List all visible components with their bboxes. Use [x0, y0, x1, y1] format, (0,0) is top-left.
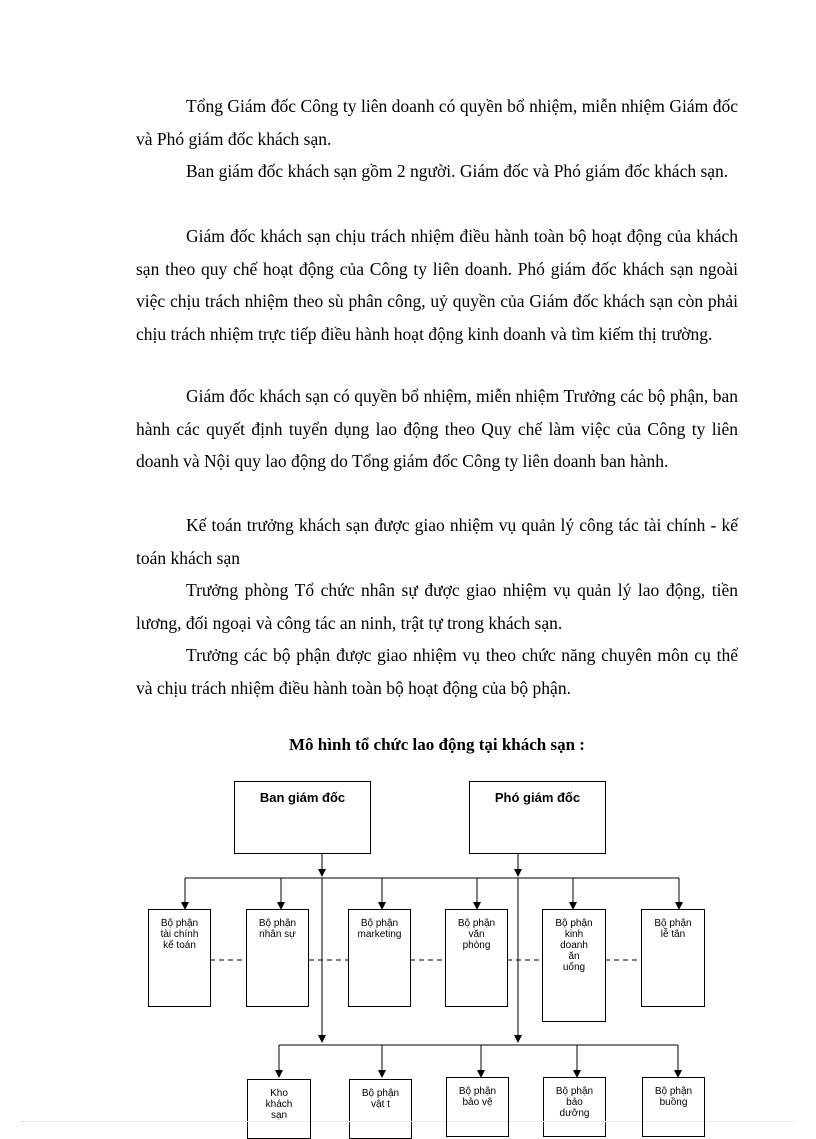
box-label: buồng	[659, 1097, 688, 1108]
box-label: Bộ phận	[555, 1086, 594, 1097]
box-label: Bộ phận	[160, 918, 199, 929]
box-label: bảo vệ	[462, 1097, 493, 1108]
box-label: dưỡng	[559, 1108, 590, 1119]
paragraph-5: Kế toán trưởng khách sạn được giao nhiệm vụ quản lý công tác tài chính - kế toán khách sạn	[136, 515, 738, 568]
paragraph-4: Giám đốc khách sạn có quyền bổ nhiệm, miễn nhiệm Trưởng các bộ phận, ban hành các quyết định tuyển dụng lao động theo Quy chế làm việc của Công ty liên doanh và Nội quy lao động do Tổng giám đốc Công ty liên doanh ban hành.	[136, 386, 738, 471]
diagram-title: Mô hình tổ chức lao động tại khách sạn :	[289, 735, 585, 754]
paragraph-7: Trưởng các bộ phận được giao nhiệm vụ theo chức năng chuyên môn cụ thể và chịu trách nhiệm điều hành toàn bộ hoạt động của bộ phận.	[136, 645, 738, 698]
box-kho-khach-san	[247, 1079, 311, 1139]
box-marketing	[348, 909, 411, 1007]
box-label: văn	[468, 929, 485, 940]
box-label: bảo	[566, 1097, 583, 1108]
box-label: uống	[562, 962, 586, 973]
box-label: Bộ phận	[458, 1086, 497, 1097]
box-label: Bộ phận	[457, 918, 496, 929]
paragraph-3: Giám đốc khách sạn chịu trách nhiệm điều hành toàn bộ hoạt động của khách sạn theo quy chế hoạt động của Công ty liên doanh. Phó giám đốc khách sạn ngoài việc chịu trách nhiệm theo sù phân công, uỷ quyền của Giám đốc khách sạn còn phải chịu trách nhiệm trực tiếp điều hành hoạt động kinh doanh và tìm kiếm thị trường.	[136, 226, 738, 344]
box-label: kế toán	[163, 940, 196, 951]
box-label: Ban giám đốc	[259, 790, 346, 805]
box-label: kinh	[564, 929, 584, 940]
box-label: vật t	[371, 1099, 390, 1110]
box-buong	[642, 1077, 705, 1137]
box-label: Bộ phận	[360, 918, 399, 929]
box-label: sạn	[270, 1110, 288, 1121]
box-label: lễ tân	[660, 929, 686, 940]
page-bottom-divider	[20, 1121, 796, 1122]
paragraph-6: Trưởng phòng Tổ chức nhân sự được giao nhiệm vụ quản lý lao động, tiền lương, đối ngoại và công tác an ninh, trật tự trong khách sạn.	[136, 580, 738, 633]
box-label: ăn	[568, 951, 580, 962]
box-label: Bộ phận	[654, 1086, 693, 1097]
box-van-phong	[445, 909, 508, 1007]
box-label: Bộ phận	[361, 1088, 400, 1099]
box-label: Bộ phận	[555, 918, 593, 929]
box-label: khách	[265, 1099, 293, 1110]
box-kinh-doanh-an-uong	[542, 909, 606, 1022]
box-bao-ve	[446, 1077, 509, 1137]
box-label: phòng	[462, 940, 491, 951]
paragraph-1: Tổng Giám đốc Công ty liên doanh có quyền bổ nhiệm, miễn nhiệm Giám đốc và Phó giám đốc khách sạn.	[136, 96, 738, 149]
box-label: Bộ phận	[654, 918, 692, 929]
paragraph-2: Ban giám đốc khách sạn gồm 2 người. Giám đốc và Phó giám đốc khách sạn.	[186, 161, 729, 181]
box-label: Bộ phận	[258, 918, 297, 929]
box-label: Kho	[270, 1088, 288, 1099]
box-bao-duong	[543, 1077, 606, 1137]
box-label: tài chính	[160, 929, 199, 940]
box-le-tan	[641, 909, 705, 1007]
box-label: Phó giám đốc	[494, 790, 581, 805]
box-ban-giam-doc	[234, 781, 371, 854]
box-vat-tu	[349, 1079, 412, 1139]
box-label: marketing	[357, 929, 402, 940]
box-pho-giam-doc	[469, 781, 606, 854]
box-nhan-su	[246, 909, 309, 1007]
box-label: doanh	[560, 940, 588, 951]
box-label: nhân sự	[259, 929, 296, 940]
box-tai-chinh-ke-toan	[148, 909, 211, 1007]
